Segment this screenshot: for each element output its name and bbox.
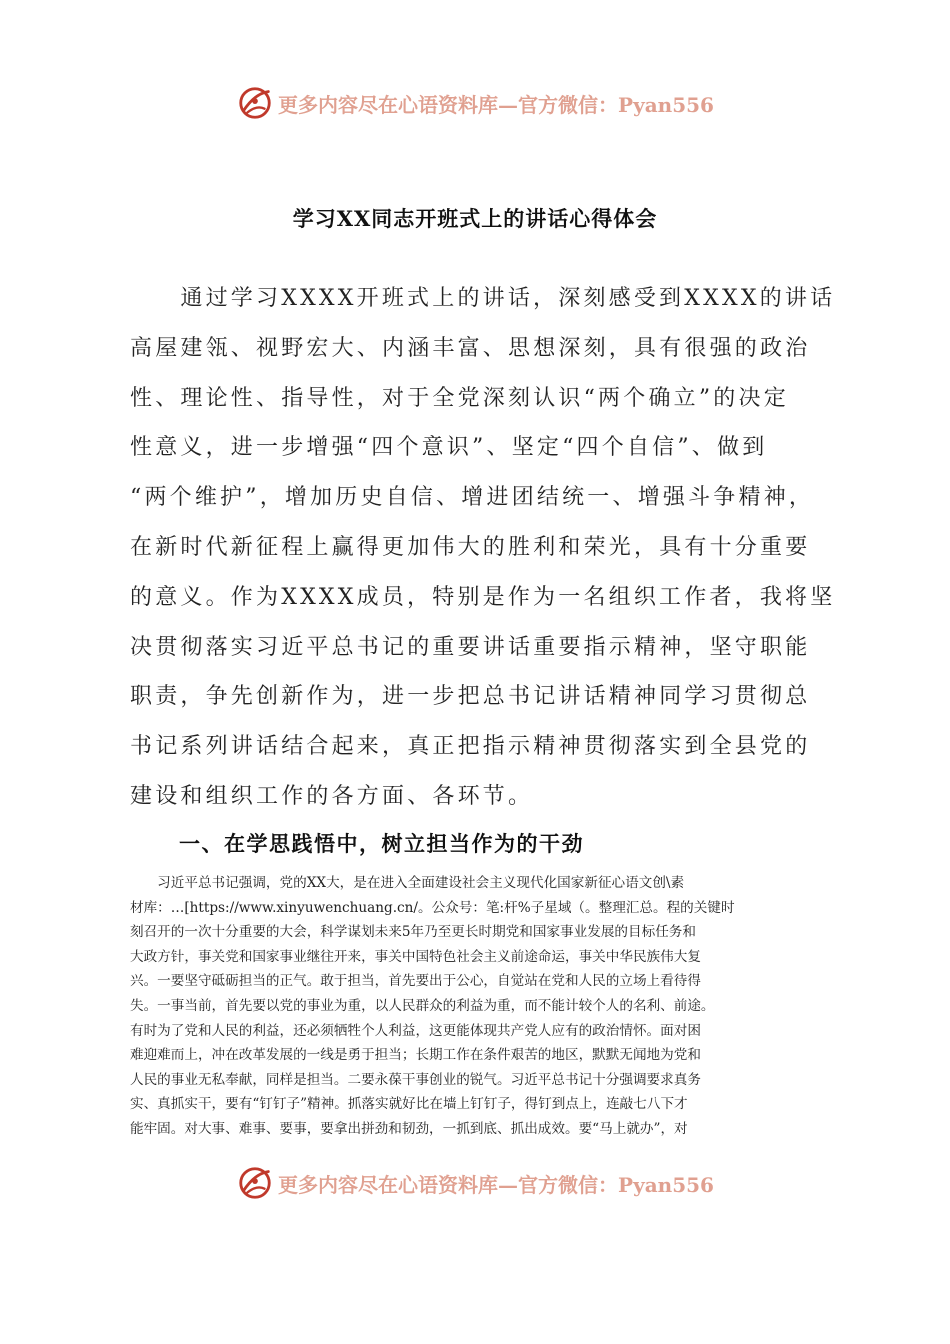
body-line: 实、真抓实干，要有“钉钉子”精神。抓落实就好比在墙上钉钉子，得钉到点上，连敲七八下才	[130, 1096, 688, 1113]
footer-banner	[0, 1159, 950, 1207]
body-line: 习近平总书记强调，党的XX大，是在进入全面建设社会主义现代化国家新征心语文创\素	[130, 875, 685, 891]
body-line: 大政方针，事关党和国家事业继往开来，事关中国特色社会主义前途命运，事关中华民族伟大复	[130, 948, 701, 965]
intro-line: 性意义，进一步增强“四个意识”、坚定“四个自信”、做到	[130, 435, 768, 461]
body-line: 兴。一要坚守砥砺担当的正气。敢于担当，首先要出于公心，自觉站在党和人民的立场上看待得	[130, 973, 701, 990]
intro-line: 高屋建瓴、视野宏大、内涵丰富、思想深刻，具有很强的政治	[130, 335, 811, 361]
header-banner	[0, 79, 950, 127]
intro-line: 建设和组织工作的各方面、各环节。	[130, 783, 534, 809]
body-line: 有时为了党和人民的利益，还必须牺牲个人利益，这更能体现共产党人应有的政治情怀。面对困	[130, 1022, 701, 1039]
body-line: 能牢固。对大事、难事、要事，要拿出拼劲和韧劲，一抓到底、抓出成效。要“马上就办”，对	[130, 1120, 688, 1137]
body-line: 刻召开的一次十分重要的大会，科学谋划未来5年乃至更长时期党和国家事业发展的目标任务和	[130, 924, 696, 941]
banner-text: 更多内容尽在心语资料库—官方微信：Pyan556	[278, 1172, 714, 1197]
body-line: 人民的事业无私奉献，同样是担当。二要永葆干事创业的锐气。习近平总书记十分强调要求真务	[130, 1071, 701, 1088]
body-line: 难迎难而上，冲在改革发展的一线是勇于担当；长期工作在条件艰苦的地区，默默无闻地为党和	[130, 1047, 701, 1064]
body-line: 失。一事当前，首先要以党的事业为重，以人民群众的利益为重，而不能计较个人的名利、前途。	[130, 997, 715, 1014]
section-body	[130, 871, 850, 1142]
intro-line: 在新时代新征程上赢得更加伟大的胜利和荣光，具有十分重要	[130, 534, 811, 560]
intro-line: 通过学习XXXX开班式上的讲话，深刻感受到XXXX的讲话	[130, 286, 836, 311]
intro-line: 的意义。作为XXXX成员，特别是作为一名组织工作者，我将坚	[130, 584, 836, 610]
intro-line: 性、理论性、指导性，对于全党深刻认识“两个确立”的决定	[130, 385, 789, 411]
section-heading: 一、在学思践悟中，树立担当作为的干劲	[179, 832, 584, 856]
intro-line: 职责，争先创新作为，进一步把总书记讲话精神同学习贯彻总	[130, 684, 811, 710]
banner-text: 更多内容尽在心语资料库—官方微信：Pyan556	[278, 92, 714, 117]
intro-paragraph	[130, 274, 836, 822]
intro-line: “两个维护”，增加历史自信、增进团结统一、增强斗争精神，	[130, 485, 815, 511]
brand-logo-icon	[236, 84, 274, 122]
brand-logo-icon	[236, 1164, 274, 1202]
intro-line: 决贯彻落实习近平总书记的重要讲话重要指示精神，坚守职能	[130, 634, 811, 660]
document-title: 学习XX同志开班式上的讲话心得体会	[292, 206, 658, 231]
body-line: 材库：…[https://www.xinyuwenchuang.cn/。公众号：笔:杆%子星域（。整理汇总。程的关键时	[130, 899, 735, 916]
intro-line: 书记系列讲话结合起来，真正把指示精神贯彻落实到全县党的	[130, 734, 811, 760]
